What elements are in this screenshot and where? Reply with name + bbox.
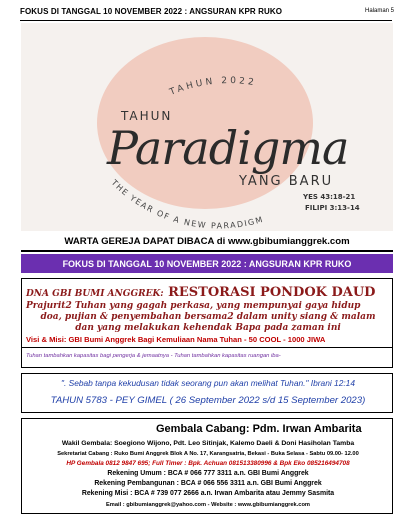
dna-line: doa, pujian & penyembahan bersama2 dalam unity siang & malam <box>40 312 376 322</box>
dna-label: DNA GBI BUMI ANGGREK: <box>26 289 164 299</box>
prayer-request: Tuhan tambahkan kapasitas bagi pengerja & jemaatnya - Tuhan tambahkan kapasitas ruangan iba- <box>26 353 281 359</box>
cover-title: Paradigma <box>107 121 349 175</box>
warta-divider <box>21 250 393 252</box>
cover-arc-top: TAHUN 2022 <box>168 76 258 98</box>
gembala-cabang: Gembala Cabang: Pdm. Irwan Ambarita <box>156 423 362 435</box>
page-header <box>20 4 394 18</box>
dna-heading <box>26 283 375 301</box>
dna-box <box>21 278 393 368</box>
fokus-banner <box>21 254 393 273</box>
cover-tahun: TAHUN <box>121 109 173 123</box>
phone-contacts: HP Gembala 0812 9847 695; Full Timer : Bpk. Achuan 081513380996 & Bpk Eko 085216494708 <box>66 460 350 467</box>
contact-box <box>21 418 393 514</box>
dna-divider <box>22 347 392 348</box>
hebrew-year: TAHUN 5783 - PEY GIMEL ( 26 September 2022 s/d 15 September 2023) <box>50 395 366 406</box>
page-number: Halaman 5 <box>364 8 394 14</box>
dna-line: Prajurit2 Tuhan yang gagah perkasa, yang mempunyai gaya hidup <box>26 301 361 311</box>
cover-arc-bottom: THE YEAR OF A NEW PARADIGM <box>109 178 265 231</box>
fokus-banner-text: FOKUS DI TANGGAL 10 NOVEMBER 2022 : ANGSURAN KPR RUKO <box>62 258 352 269</box>
rekening-umum: Rekening Umum : BCA # 066 777 3311 a.n. GBI Bumi Anggrek <box>107 470 309 477</box>
cover-verse-1: YES 43:18-21 <box>303 193 356 201</box>
rekening-pembangunan: Rekening Pembangunan : BCA # 066 556 3311 a.n. GBI Bumi Anggrek <box>94 480 322 487</box>
sekretariat: Sekretariat Cabang : Ruko Bumi Anggrek Blok A No. 17, Karangsatria, Bekasi - Buka Selasa - Sabtu 09.00- 12.00 <box>57 451 359 457</box>
email-website: Email : gbibumianggrek@yahoo.com - Website : www.gbibumianggrek.com <box>105 502 310 508</box>
dna-line: dan yang melakukan kehendak Bapa pada zaman ini <box>75 323 341 333</box>
header-focus-text: FOKUS DI TANGGAL 10 NOVEMBER 2022 : ANGSURAN KPR RUKO <box>20 6 283 16</box>
cover-subtitle: YANG BARU <box>239 174 334 189</box>
cover-image <box>21 23 393 231</box>
verse-quote: ". Sebab tanpa kekudusan tidak seorang pun akan melihat Tuhan." Ibrani 12:14 <box>61 378 355 388</box>
warta-link-text: WARTA GEREJA DAPAT DIBACA di www.gbibumianggrek.com <box>64 236 350 247</box>
dna-title: RESTORASI PONDOK DAUD <box>168 285 376 300</box>
dna-statement <box>26 301 390 334</box>
wakil-gembala: Wakil Gembala: Soegiono Wijono, Pdt. Leo Sitinjak, Kalemo Daeli & Doni Hasiholan Tamba <box>61 440 355 447</box>
rekening-misi: Rekening Misi : BCA # 739 077 2666 a.n. Irwan Ambarita atau Jemmy Sasmita <box>81 490 335 497</box>
visi-misi: Visi & Misi: GBI Bumi Anggrek Bagi Kemuliaan Nama Tuhan - 50 COOL - 1000 JIWA <box>26 335 326 344</box>
header-divider <box>20 20 392 21</box>
verse-box <box>21 373 393 413</box>
cover-verse-2: FILIPI 3:13-14 <box>305 204 360 212</box>
